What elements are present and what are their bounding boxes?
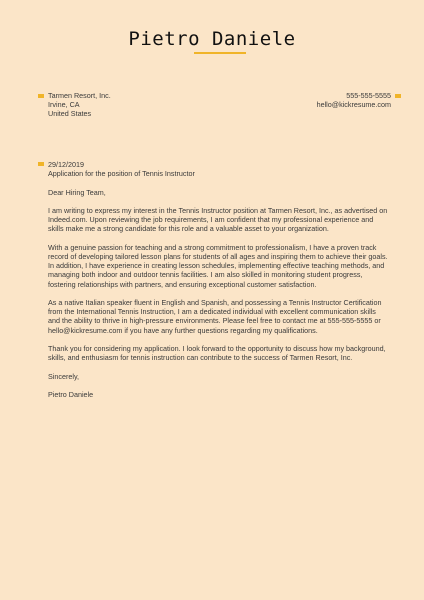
- letter-signature: Pietro Daniele: [48, 389, 94, 399]
- letter-paragraph: I am writing to express my interest in the Tennis Instructor position at Tarmen Resort, Inc., as advertised on Indeed.com. Upon reviewing the job requirements, I am confident that my professional experience and skills make me a strong candidate for this role and a valuable asset to your organization.: [48, 205, 388, 234]
- applicant-name: Pietro Daniele: [128, 28, 296, 50]
- contact-marker-icon: [395, 94, 401, 98]
- letter-subject: Application for the position of Tennis Instructor: [48, 169, 195, 179]
- recipient-country: United States: [48, 109, 92, 119]
- sender-contact: [317, 91, 391, 109]
- letter-date: 29/12/2019: [48, 160, 84, 169]
- letter-paragraph: Thank you for considering my application. I look forward to the opportunity to discuss how my background, skills, and enthusiasm for tennis instruction can contribute to the success of Tarmen Resort, Inc.: [48, 343, 386, 363]
- recipient-marker-icon: [38, 94, 44, 98]
- recipient-address: [48, 91, 111, 119]
- sender-phone: 555-555-5555: [346, 91, 391, 100]
- sender-email[interactable]: hello@kickresume.com: [316, 100, 391, 110]
- name-underline-accent: [194, 52, 246, 54]
- letter-closing: Sincerely,: [48, 371, 80, 381]
- letter-body: [48, 160, 388, 399]
- date-marker-icon: [38, 162, 44, 166]
- letter-greeting: Dear Hiring Team,: [48, 187, 106, 197]
- letter-paragraph: With a genuine passion for teaching and a strong commitment to professionalism, I have a proven track record of developing tailored lesson plans for students of all ages and inspiring them to achieve their goals. In addition, I have experience in creating lesson schedules, implementing effective teaching methods, and managing both indoor and outdoor tennis facilities. I am also skilled in monitoring student progress, fostering relationships with partners, and ensuring exceptional customer satisfaction.: [48, 242, 388, 289]
- recipient-city: Irvine, CA: [48, 100, 80, 110]
- letter-paragraph: As a native Italian speaker fluent in English and Spanish, and possessing a Tennis Instructor Certification from the International Tennis Instruction, I am a dedicated individual with excellent communication skills and the ability to thrive in high-pressure environments. Please feel free to contact me at 555-555-5555 or hello@kickresume.com if you have any further questions regarding my qualifications.: [48, 297, 382, 335]
- recipient-company: Tarmen Resort, Inc.: [48, 91, 111, 100]
